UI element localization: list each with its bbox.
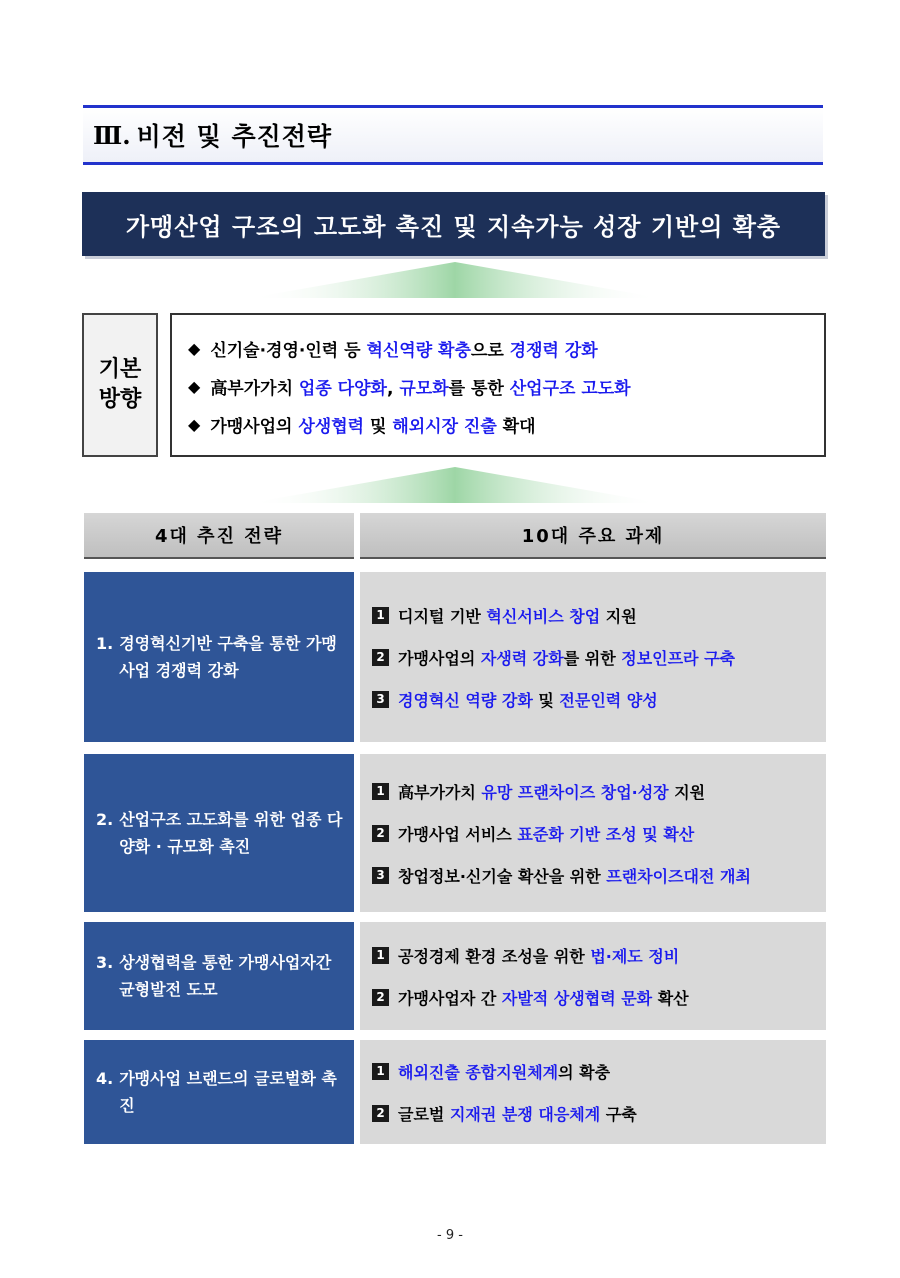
text-segment: 구축: [600, 1104, 637, 1124]
text-segment: 를 통한: [448, 378, 510, 399]
task-item: [372, 1050, 826, 1092]
highlight-text: 경쟁력 강화: [509, 340, 598, 361]
task-item: [372, 678, 826, 720]
task-item: [372, 854, 826, 896]
tasks-header: 10대 주요 과제: [360, 513, 826, 559]
highlight-text: 자생력 강화: [480, 648, 564, 668]
vision-banner: 가맹산업 구조의 고도화 촉진 및 지속가능 성장 기반의 확충: [82, 192, 825, 256]
basic-direction-box: [170, 313, 826, 457]
up-arrow-icon: [250, 260, 660, 300]
highlight-text: 프랜차이즈대전 개최: [606, 866, 751, 886]
strategy-text: 상생협력을 통한 가맹사업자간 균형발전 도모: [119, 953, 332, 999]
text-segment: 가맹사업의: [210, 416, 299, 437]
task-number-badge: 1: [372, 1063, 389, 1080]
strategy-number: 2.: [96, 810, 114, 829]
highlight-text: 전문인력 양성: [559, 690, 658, 710]
text-segment: 으로: [470, 340, 510, 361]
task-number-badge: 2: [372, 649, 389, 666]
basic-direction-item: [188, 367, 824, 405]
highlight-text: 규모화: [399, 378, 449, 399]
highlight-text: 유망 프랜차이즈 창업·성장: [481, 782, 669, 802]
basic-direction-item: [188, 329, 824, 367]
section-title: [83, 105, 823, 165]
up-arrow-icon: [250, 465, 660, 505]
task-number-badge: 3: [372, 867, 389, 884]
text-segment: 高부가가치: [398, 782, 482, 802]
task-number-badge: 1: [372, 783, 389, 800]
task-number-badge: 1: [372, 947, 389, 964]
text-segment: 확산: [652, 988, 689, 1008]
strategy-text: 가맹사업 브랜드의 글로벌화 촉진: [119, 1069, 337, 1115]
highlight-text: 혁신역량 확충: [366, 340, 471, 361]
text-segment: 高부가가치: [210, 378, 299, 399]
tasks-cell: [360, 1040, 826, 1144]
task-number-badge: 2: [372, 825, 389, 842]
text-segment: 창업정보·신기술 확산을 위한: [398, 866, 607, 886]
task-number-badge: 1: [372, 607, 389, 624]
highlight-text: 경영혁신 역량 강화: [398, 690, 533, 710]
basic-direction-label-line1: 기본: [98, 357, 142, 383]
task-item: [372, 636, 826, 678]
text-segment: ,: [386, 378, 400, 399]
task-item: [372, 594, 826, 636]
text-segment: 및: [364, 416, 393, 437]
task-item: [372, 976, 826, 1018]
text-segment: 확대: [496, 416, 536, 437]
task-number-badge: 2: [372, 989, 389, 1006]
highlight-text: 해외시장 진출: [392, 416, 497, 437]
strategy-number: 1.: [96, 634, 114, 653]
task-item: [372, 770, 826, 812]
text-segment: 및: [532, 690, 560, 710]
strategy-cell: [84, 572, 354, 742]
text-segment: 신기술·경영·인력 등: [210, 340, 367, 361]
diamond-bullet-icon: ◆: [188, 414, 201, 434]
diamond-bullet-icon: ◆: [188, 338, 201, 358]
text-segment: 가맹사업 서비스: [398, 824, 518, 844]
strategy-number: 3.: [96, 953, 114, 972]
strategy-number: 4.: [96, 1069, 114, 1088]
tasks-cell: [360, 754, 826, 912]
highlight-text: 표준화 기반 조성 및 확산: [517, 824, 695, 844]
basic-direction-label-line2: 방향: [98, 387, 142, 412]
strategy-cell: [84, 754, 354, 912]
basic-direction-label: [82, 313, 158, 457]
strategy-cell: [84, 922, 354, 1030]
highlight-text: 해외진출 종합지원체계: [398, 1062, 559, 1082]
highlight-text: 자발적 상생협력 문화: [501, 988, 653, 1008]
highlight-text: 혁신서비스 창업: [486, 606, 601, 626]
task-item: [372, 934, 826, 976]
text-segment: 의 확충: [558, 1062, 611, 1082]
text-segment: 디지털 기반: [398, 606, 487, 626]
highlight-text: 산업구조 고도화: [509, 378, 631, 399]
diamond-bullet-icon: ◆: [188, 376, 201, 396]
section-title-text: 비전 및 추진전략: [136, 122, 333, 151]
task-number-badge: 2: [372, 1105, 389, 1122]
task-item: [372, 1092, 826, 1134]
highlight-text: 법·제도 정비: [590, 946, 680, 966]
highlight-text: 상생협력: [298, 416, 365, 437]
basic-direction-item: [188, 405, 824, 443]
text-segment: 공정경제 환경 조성을 위한: [398, 946, 591, 966]
highlight-text: 지재권 분쟁 대응체계: [449, 1104, 601, 1124]
text-segment: 글로벌: [398, 1104, 450, 1124]
strategy-header: 4대 추진 전략: [84, 513, 354, 559]
section-roman-numeral: Ⅲ.: [93, 120, 131, 150]
task-item: [372, 812, 826, 854]
text-segment: 지원: [668, 782, 706, 802]
page-number: - 9 -: [437, 1228, 463, 1243]
highlight-text: 정보인프라 구축: [621, 648, 735, 668]
text-segment: 지원: [600, 606, 637, 626]
text-segment: 가맹사업의: [398, 648, 481, 668]
text-segment: 가맹사업자 간: [398, 988, 502, 1008]
text-segment: 를 위한: [563, 648, 622, 668]
tasks-cell: [360, 572, 826, 742]
tasks-cell: [360, 922, 826, 1030]
task-number-badge: 3: [372, 691, 389, 708]
highlight-text: 업종 다양화: [298, 378, 387, 399]
strategy-text: 산업구조 고도화를 위한 업종 다양화 · 규모화 촉진: [119, 810, 343, 856]
strategy-cell: [84, 1040, 354, 1144]
strategy-text: 경영혁신기반 구축을 통한 가맹사업 경쟁력 강화: [119, 634, 337, 680]
